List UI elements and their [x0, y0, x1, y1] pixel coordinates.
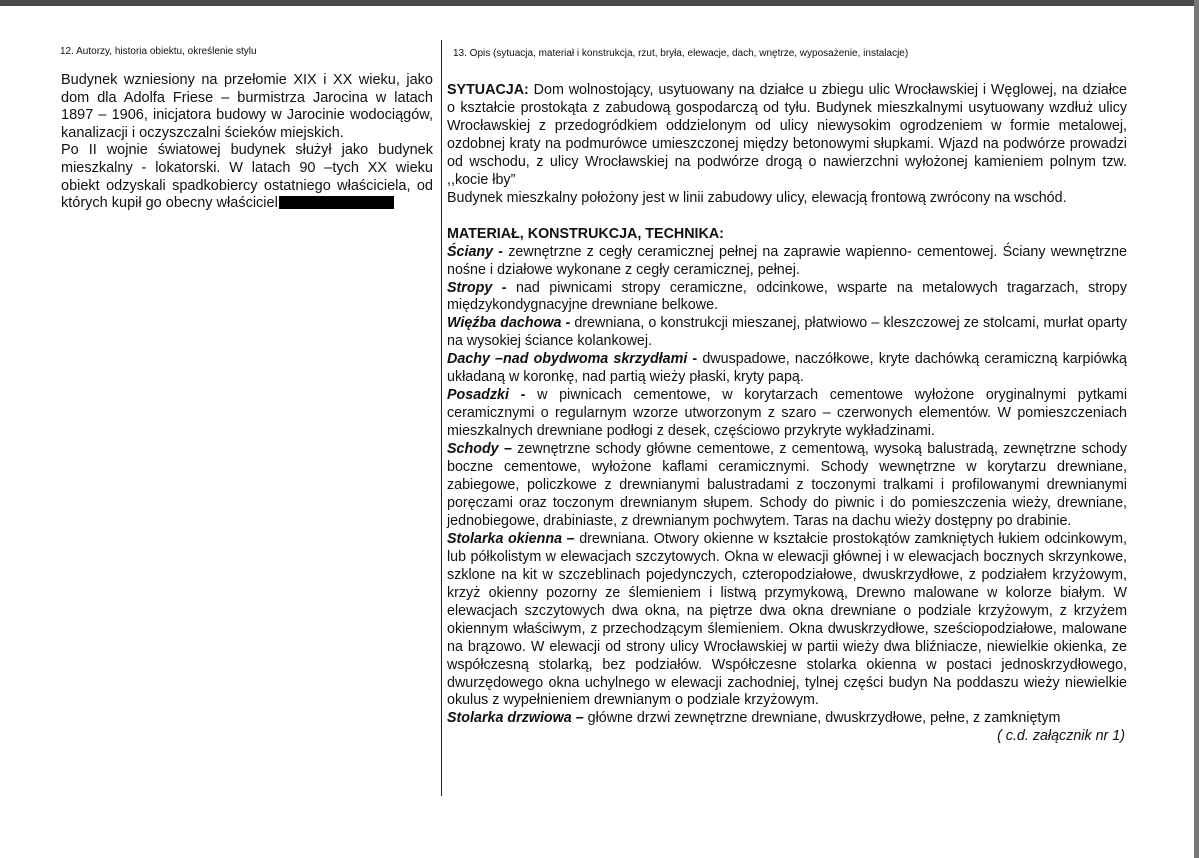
history-paragraph-1: Budynek wzniesiony na przełomie XIX i XX wieku, jako dom dla Adolfa Friese – burmistrza Jarocina w latach 1897 – 1906, inicjatora budowy w Jarocinie wodociągów, kanalizacji i oczyszczalni ścieków miejskich.	[61, 72, 433, 141]
paragraph-gap	[447, 208, 1127, 226]
dachy-paragraph	[447, 351, 1127, 387]
redaction-bar	[279, 196, 394, 209]
wiezba-label: Więźba dachowa -	[447, 315, 575, 332]
history-paragraph-2	[61, 142, 433, 212]
history-text	[61, 72, 433, 213]
history-paragraph-2-text: Po II wojnie światowej budynek służył jako budynek mieszkalny - lokatorski. W latach 90 –tych XX wieku obiekt odzyskali spadkobiercy ostatniego właściciela, od których kupił go obecny właściciel	[61, 142, 433, 212]
schody-text: zewnętrzne schody główne cementowe, z cementową, wysoką balustradą, zewnętrzne schody boczne cementowe, wyłożone kaflami ceramicznymi. Schody wewnętrzne w korytarzu drewniane, zabiegowe, policzkowe z drewnianymi balustradami z toczonymi tralkami i profilowanymi drewnianymi poręczami oraz toczonym drewnianym słupem. Schody do piwnic i do pomieszczenia wieży, drewniane, jednobiegowe, drabiniaste, z drewnianym pochwytem. Taras na dachu wieży dostępny po drabinie.	[447, 441, 1127, 529]
drzwiowa-paragraph	[447, 710, 1127, 728]
wiezba-paragraph	[447, 315, 1127, 351]
sytuacja-text: Dom wolnostojący, usytuowany na działce u zbiegu ulic Wrocławskiej i Węglowej, na działce o kształcie prostokąta z zabudową gospodarczą od tyłu. Budynek mieszkalnymi usytuowany wzdłuż ulicy Wrocławskiej z przedogródkiem oddzielonym od ulicy niewysokim ogrodzeniem w formie metalowej, ozdobnej kraty na podmurówce umieszczonej między betonowymi słupkami. Wjazd na podwórze prowadzi od wschodu, z ulicy Wrocławskiej na podwórze drogą o nawierzchni wyłożonej kamieniem polnym tzw. ,,kocie łby”	[447, 82, 1127, 188]
stropy-paragraph	[447, 280, 1127, 316]
posadzki-label: Posadzki -	[447, 387, 538, 404]
continuation-note: ( c.d. załącznik nr 1)	[997, 728, 1125, 745]
okienna-text: drewniana. Otwory okienne w kształcie prostokątów zamkniętych łukiem odcinkowym, lub półkolistym w elewacjach szczytowych. Okna w elewacji głównej i w elewacjach bocznych skrzynkowe, szklone na kit w szczeblinach pojedynczych, czteropodziałowe, dwuskrzydłowe, z podziałem krzyżowym, krzyż okienny pozorny ze ślemieniem i listwą przymykową, Drewno malowane w kolorze białym. W elewacjach szczytowych dwa okna, na piętrze dwa okna drewniane o podziale krzyżowym, z krzyżem okiennym właściwym, z przechodzącym ślemieniem. Okna dwuskrzydłowe, sześciopodziałowe, malowane na brązowo. W elewacji od strony ulicy Wrocławskiej w partii wieży dwa bliźniacze, niewielkie okienka, ze współczesną stolarką, bez podziałów. Współczesne stolarka okienna w postaci jednoskrzydłowego, dwurzędowego okna uchylnego w elewacji zachodniej, tylnej części budyn Na poddaszu wieży niewielkie okulus z wypełnieniem drewnianym o podziale krzyżowym.	[447, 530, 1127, 709]
scan-right-edge	[1194, 0, 1199, 858]
posadzki-paragraph	[447, 387, 1127, 441]
sytuacja-paragraph	[447, 82, 1127, 190]
right-column	[447, 45, 1127, 745]
sciany-paragraph	[447, 244, 1127, 280]
sytuacja-label: SYTUACJA:	[447, 82, 529, 98]
column-divider	[441, 40, 442, 796]
okienna-paragraph	[447, 531, 1127, 711]
left-column	[61, 45, 433, 213]
schody-paragraph	[447, 441, 1127, 531]
stropy-label: Stropy -	[447, 279, 516, 296]
dachy-text: dwuspadowe, naczółkowe, kryte dachówką ceramiczną karpiówką układaną w koronkę, nad partią wieży płaski, kryty papą.	[447, 351, 1127, 386]
scan-top-edge	[0, 0, 1199, 6]
sciany-text: zewnętrzne z cegły ceramicznej pełnej na zaprawie wapienno- cementowej. Ściany wewnętrzne nośne i działowe wykonane z cegły ceramicznej, pełnej.	[447, 243, 1127, 278]
wiezba-text: drewniana, o konstrukcji mieszanej, płatwiowo – kleszczowej ze stolcami, murłat oparty na wysokiej ściance kolankowej.	[447, 315, 1127, 350]
posadzki-text: w piwnicach cementowe, w korytarzach cementowe wyłożone oryginalnymi pytkami ceramicznymi o regularnym wzorze utworzonym z szaro – czerwonych elementów. W pomieszczeniach mieszkalnych drewniane podłogi z desek, częściowo przykryte wykładzinami.	[447, 387, 1128, 440]
section-13-heading: 13. Opis (sytuacja, materiał i konstrukcja, rzut, bryła, elewacje, dach, wnętrze, wyposażenie, instalacje)	[453, 48, 909, 59]
sciany-label: Ściany -	[447, 243, 509, 260]
sytuacja-paragraph-2: Budynek mieszkalny położony jest w linii zabudowy ulicy, elewacją frontową zwrócony na wschód.	[447, 189, 1067, 206]
schody-label: Schody –	[447, 441, 518, 458]
stropy-text: nad piwnicami stropy ceramiczne, odcinkowe, wsparte na metalowych tragarzach, stropy międzykondygnacyjne drewniane belkowe.	[447, 279, 1128, 314]
drzwiowa-label: Stolarka drzwiowa –	[447, 710, 588, 727]
section-12-heading: 12. Autorzy, historia obiektu, określenie stylu	[60, 46, 257, 57]
material-heading: MATERIAŁ, KONSTRUKCJA, TECHNIKA:	[447, 225, 724, 242]
drzwiowa-text: główne drzwi zewnętrzne drewniane, dwuskrzydłowe, pełne, z zamkniętym	[587, 710, 1061, 727]
okienna-label: Stolarka okienna –	[447, 530, 580, 547]
dachy-label: Dachy –nad obydwoma skrzydłami -	[447, 351, 703, 368]
description-text	[447, 82, 1127, 745]
